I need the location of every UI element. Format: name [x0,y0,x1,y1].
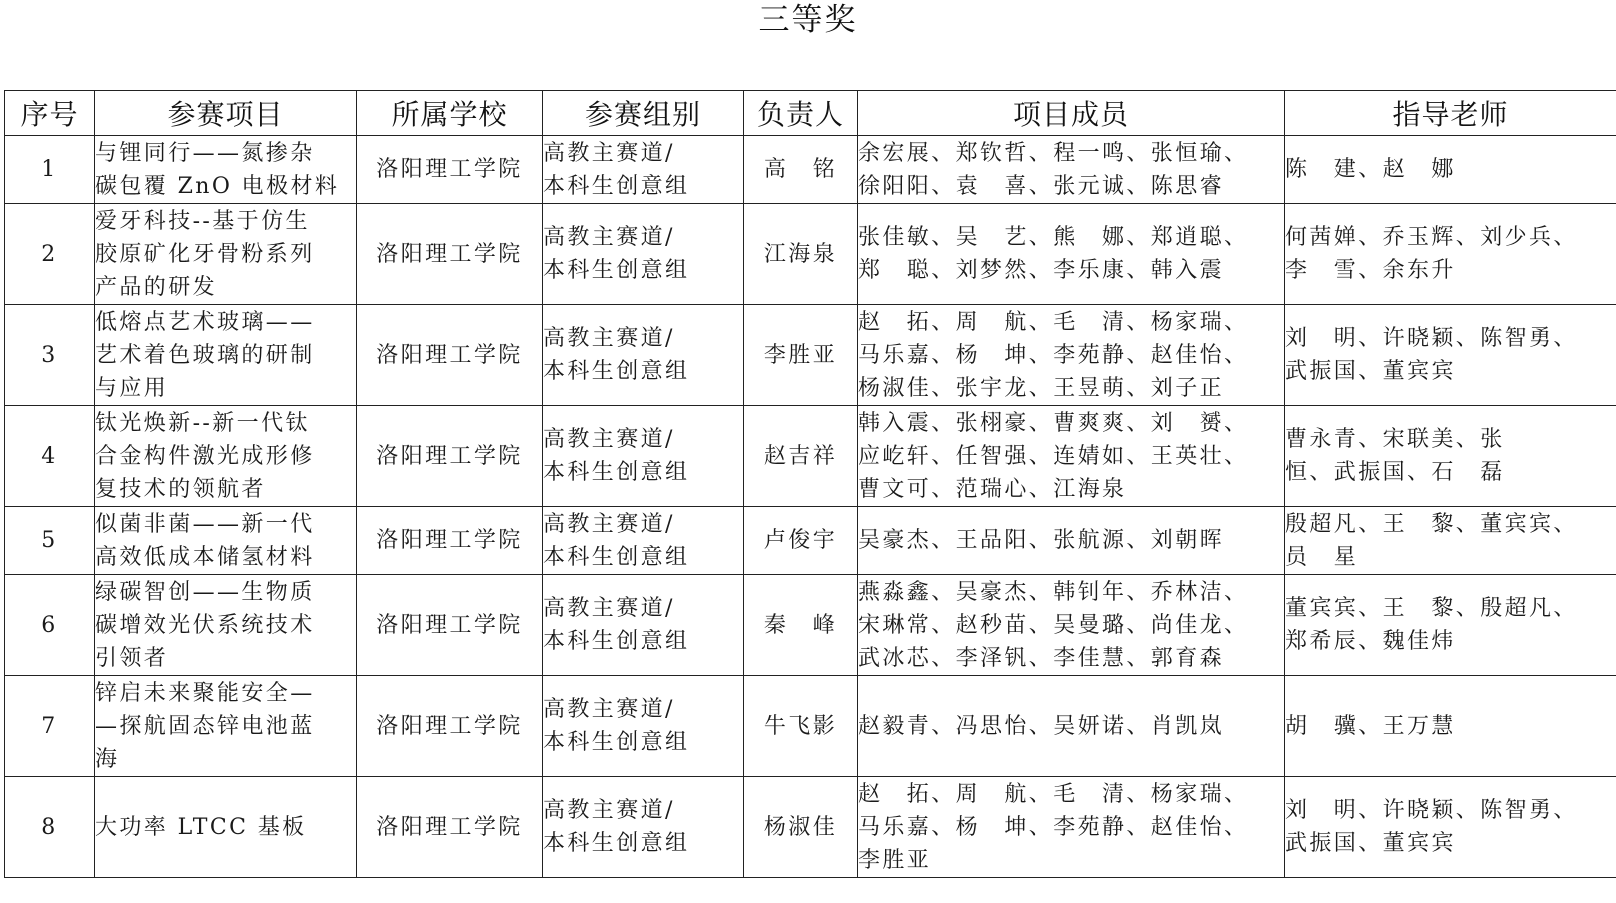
cell-project-line: 钛光焕新--新一代钛 [95,410,310,436]
cell-project-line: 爱牙科技--基于仿生 [95,208,310,234]
cell-group-line: 高教主赛道/ [543,697,675,722]
cell-project-line: 复技术的领航者 [95,476,266,502]
cell-group [543,204,744,305]
cell-advisors-line: 员 星 [1285,544,1359,570]
cell-project [95,136,357,204]
cell-project-line: 引领者 [95,645,169,671]
cell-project [95,204,357,305]
table-body [5,136,1616,878]
cell-members-line: 李胜亚 [858,847,932,873]
cell-leader: 杨淑佳 [744,777,858,878]
award-table [4,90,1616,878]
cell-project-line: 与锂同行——氮掺杂 [95,140,315,166]
table-row [5,507,1616,575]
cell-members [858,406,1285,507]
cell-project-line: 产品的研发 [95,274,218,300]
cell-group-line: 高教主赛道/ [543,225,675,250]
cell-school: 洛阳理工学院 [357,136,543,204]
cell-group [543,777,744,878]
cell-advisors [1285,305,1616,406]
cell-group [543,406,744,507]
cell-members-line: 燕淼鑫、吴豪杰、韩钊年、乔林洁、 [858,579,1249,605]
cell-group-line: 高教主赛道/ [543,596,675,621]
cell-members-line: 张佳敏、吴 艺、熊 娜、郑逍聪、 [858,225,1249,250]
cell-project [95,575,357,676]
cell-members-line: 杨淑佳、张宇龙、王昱萌、刘子正 [858,375,1225,401]
cell-project-line: —探航固态锌电池蓝 [95,713,315,739]
cell-members [858,136,1285,204]
cell-no: 1 [5,136,95,204]
cell-no: 3 [5,305,95,406]
header-group: 参赛组别 [543,91,744,136]
cell-advisors [1285,676,1616,777]
table-row [5,406,1616,507]
cell-members-line: 马乐嘉、杨 坤、李苑静、赵佳怡、 [858,342,1249,368]
cell-project-line: 锌启未来聚能安全— [95,680,315,706]
cell-members-line: 曹文可、范瑞心、江海泉 [858,476,1127,502]
cell-school: 洛阳理工学院 [357,575,543,676]
cell-advisors-line: 董宾宾、王 黎、殷超凡、 [1285,596,1578,621]
cell-members-line: 赵毅青、冯思怡、吴妍诺、肖凯岚 [858,713,1225,739]
cell-group-line: 本科生创意组 [543,544,690,570]
cell-project-line: 碳包覆 ZnO 电极材料 [95,173,340,199]
cell-advisors-line: 武振国、董宾宾 [1285,831,1456,856]
header-project: 参赛项目 [95,91,357,136]
cell-members [858,676,1285,777]
cell-group-line: 本科生创意组 [543,173,690,199]
cell-advisors-line: 恒、武振国、石 磊 [1285,460,1505,485]
table-row [5,575,1616,676]
cell-leader: 赵吉祥 [744,406,858,507]
table-row [5,136,1616,204]
cell-members-line: 应屹轩、任智强、连婧如、王英壮、 [858,443,1249,469]
cell-no: 4 [5,406,95,507]
cell-advisors [1285,406,1616,507]
cell-members-line: 徐阳阳、袁 喜、张元诚、陈思睿 [858,173,1225,199]
cell-project-line: 胶原矿化牙骨粉系列 [95,241,315,267]
cell-project-line: 艺术着色玻璃的研制 [95,342,315,368]
cell-members-line: 宋琳常、赵秒苗、吴曼璐、尚佳龙、 [858,612,1249,638]
cell-leader: 江海泉 [744,204,858,305]
cell-members-line: 赵 拓、周 航、毛 清、杨家瑞、 [858,781,1249,807]
cell-no: 6 [5,575,95,676]
header-members: 项目成员 [858,91,1285,136]
cell-members [858,507,1285,575]
cell-project-line: 似菌非菌——新一代 [95,511,315,537]
cell-leader: 秦 峰 [744,575,858,676]
cell-project [95,406,357,507]
header-school: 所属学校 [357,91,543,136]
cell-no: 2 [5,204,95,305]
cell-members-line: 马乐嘉、杨 坤、李苑静、赵佳怡、 [858,814,1249,840]
cell-project-line: 碳增效光伏系统技术 [95,612,315,638]
cell-project-line: 高效低成本储氢材料 [95,544,315,570]
cell-group [543,575,744,676]
cell-group-line: 本科生创意组 [543,460,690,485]
table-row [5,676,1616,777]
cell-school: 洛阳理工学院 [357,406,543,507]
cell-group [543,305,744,406]
cell-group-line: 本科生创意组 [543,831,690,856]
cell-advisors-line: 胡 骥、王万慧 [1285,713,1456,739]
cell-no: 8 [5,777,95,878]
cell-members [858,777,1285,878]
header-advisors: 指导老师 [1285,91,1616,136]
cell-advisors-line: 李 雪、余东升 [1285,258,1456,283]
cell-school: 洛阳理工学院 [357,204,543,305]
cell-school: 洛阳理工学院 [357,507,543,575]
cell-school: 洛阳理工学院 [357,777,543,878]
cell-school: 洛阳理工学院 [357,676,543,777]
cell-members-line: 武冰芯、李泽钒、李佳慧、郭育森 [858,645,1225,671]
cell-no: 5 [5,507,95,575]
cell-advisors-line: 刘 明、许晓颖、陈智勇、 [1285,798,1578,823]
cell-advisors-line: 武振国、董宾宾 [1285,359,1456,384]
cell-leader: 卢俊宇 [744,507,858,575]
page-title: 三等奖 [758,2,858,38]
cell-project-line: 大功率 LTCC 基板 [95,814,307,840]
cell-group-line: 高教主赛道/ [543,798,675,823]
table-row [5,305,1616,406]
cell-members [858,575,1285,676]
cell-advisors-line: 殷超凡、王 黎、董宾宾、 [1285,511,1578,537]
cell-group-line: 本科生创意组 [543,258,690,283]
cell-members-line: 赵 拓、周 航、毛 清、杨家瑞、 [858,309,1249,335]
cell-leader: 高 铭 [744,136,858,204]
cell-advisors-line: 刘 明、许晓颖、陈智勇、 [1285,326,1578,351]
cell-group [543,507,744,575]
cell-group-line: 本科生创意组 [543,359,690,384]
cell-leader: 李胜亚 [744,305,858,406]
cell-group-line: 本科生创意组 [543,730,690,755]
header-no: 序号 [5,91,95,136]
cell-project-line: 低熔点艺术玻璃—— [95,309,315,335]
cell-school: 洛阳理工学院 [357,305,543,406]
cell-members [858,305,1285,406]
cell-advisors-line: 陈 建、赵 娜 [1285,157,1456,182]
header-leader: 负责人 [744,91,858,136]
cell-project [95,305,357,406]
cell-group [543,676,744,777]
cell-project [95,777,357,878]
cell-advisors [1285,777,1616,878]
cell-group-line: 高教主赛道/ [543,511,675,537]
table-header-row [5,91,1616,136]
cell-project [95,676,357,777]
cell-group-line: 本科生创意组 [543,629,690,654]
cell-members-line: 韩入震、张栩豪、曹爽爽、刘 赟、 [858,410,1249,436]
cell-advisors [1285,204,1616,305]
cell-leader: 牛飞影 [744,676,858,777]
cell-group-line: 高教主赛道/ [543,326,675,351]
cell-advisors-line: 曹永青、宋联美、张 [1285,427,1505,452]
cell-group-line: 高教主赛道/ [543,427,675,452]
cell-project-line: 海 [95,746,120,772]
cell-advisors [1285,575,1616,676]
cell-project [95,507,357,575]
cell-project-line: 合金构件激光成形修 [95,443,315,469]
cell-project-line: 绿碳智创——生物质 [95,579,315,605]
cell-advisors [1285,136,1616,204]
cell-group-line: 高教主赛道/ [543,140,675,166]
cell-advisors [1285,507,1616,575]
cell-no: 7 [5,676,95,777]
table-row [5,204,1616,305]
cell-project-line: 与应用 [95,375,169,401]
cell-members [858,204,1285,305]
cell-members-line: 郑 聪、刘梦然、李乐康、韩入震 [858,258,1225,283]
cell-group [543,136,744,204]
cell-members-line: 吴豪杰、王品阳、张航源、刘朝晖 [858,528,1225,553]
cell-advisors-line: 郑希辰、魏佳炜 [1285,629,1456,654]
cell-advisors-line: 何茜婵、乔玉辉、刘少兵、 [1285,225,1578,250]
cell-members-line: 余宏展、郑钦哲、程一鸣、张恒瑜、 [858,140,1249,166]
table-row [5,777,1616,878]
